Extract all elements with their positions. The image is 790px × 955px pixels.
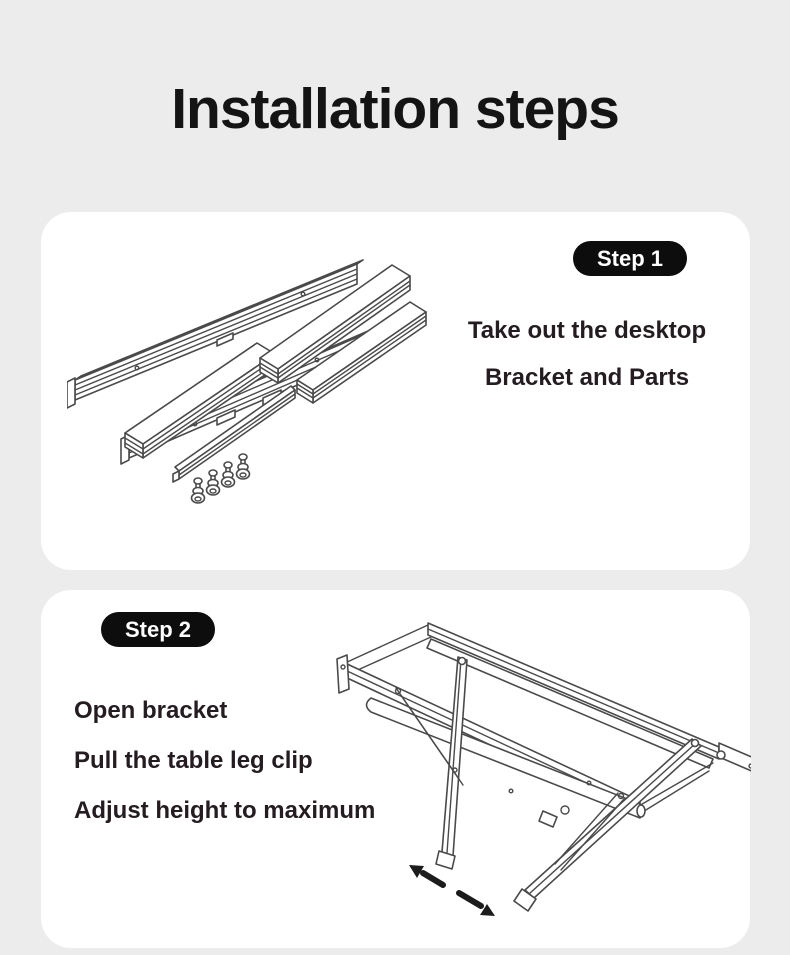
step1-instructions bbox=[427, 307, 747, 401]
step2-open-bracket-illustration bbox=[331, 615, 751, 935]
step2-instruction-line-3: Adjust height to maximum bbox=[74, 797, 376, 824]
left-leg bbox=[396, 657, 468, 869]
step1-badge: Step 1 bbox=[573, 241, 687, 276]
page-title: Installation steps bbox=[171, 77, 619, 141]
step1-instruction-line-1: Take out the desktop bbox=[467, 317, 707, 344]
bracket-frame bbox=[337, 623, 751, 827]
step2-instruction-line-2: Pull the table leg clip bbox=[74, 747, 313, 774]
step2-card bbox=[41, 590, 750, 948]
step1-instruction-line-2: Bracket and Parts bbox=[484, 364, 690, 391]
pull-direction-arrow-icons bbox=[409, 865, 495, 916]
step2-instruction-line-1: Open bracket bbox=[74, 697, 228, 724]
step1-card bbox=[41, 212, 750, 570]
step1-exploded-parts-illustration bbox=[67, 232, 447, 532]
step2-badge: Step 2 bbox=[101, 612, 215, 647]
